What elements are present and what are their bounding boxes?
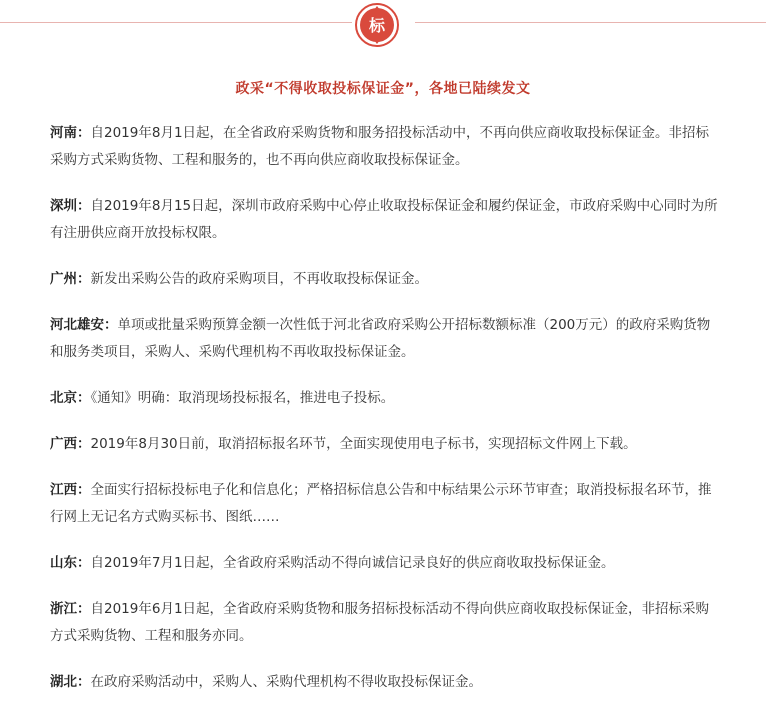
paragraph-text: 自2019年8月15日起，深圳市政府采购中心停止收取投标保证金和履约保证金，市政府采购中心同时为所有注册供应商开放投标权限。 [50,198,718,241]
paragraph [50,312,718,366]
paragraph [50,193,718,247]
region-label: 河北雄安： [50,317,118,333]
paragraph [50,385,718,412]
paragraph-text: 2019年8月30日前，取消招标报名环节，全面实现使用电子标书，实现招标文件网上下载。 [90,436,637,452]
paragraph [50,120,718,174]
logo-glyph: 标 [368,16,386,35]
paragraph-text: 全面实行招标投标电子化和信息化；严格招标信息公告和中标结果公示环节审查；取消投标报名环节，推行网上无记名方式购买标书、图纸…… [50,482,712,525]
page-title: 政采“不得收取投标保证金”，各地已陆续发文 [235,81,531,97]
paragraph [50,550,718,577]
region-label: 深圳： [50,198,91,214]
paragraph-text: 自2019年7月1日起，全省政府采购活动不得向诚信记录良好的供应商收取投标保证金。 [90,555,615,571]
header-logo-area [0,0,766,50]
content-paragraphs [50,120,718,715]
logo-badge-icon [354,2,400,48]
divider-line-left [0,22,352,23]
paragraph-text: 自2019年8月1日起，在全省政府采购货物和服务招投标活动中，不再向供应商收取投标保证金。非招标采购方式采购货物、工程和服务的，也不再向供应商收取投标保证金。 [50,125,710,168]
divider-line-right [415,22,766,23]
region-label: 湖北： [50,674,91,690]
paragraph-text: 新发出采购公告的政府采购项目，不再收取投标保证金。 [90,271,428,287]
paragraph [50,266,718,293]
region-label: 北京： [50,390,91,406]
paragraph [50,669,718,696]
paragraph [50,477,718,531]
paragraph-text: 《通知》明确：取消现场投标报名，推进电子投标。 [90,390,395,406]
region-label: 广州： [50,271,91,287]
region-label: 广西： [50,436,91,452]
paragraph [50,431,718,458]
paragraph-text: 单项或批量采购预算金额一次性低于河北省政府采购公开招标数额标准（200万元）的政府采购货物和服务类项目，采购人、采购代理机构不再收取投标保证金。 [50,317,711,360]
region-label: 浙江： [50,601,91,617]
paragraph-text: 自2019年6月1日起，全省政府采购货物和服务招标投标活动不得向供应商收取投标保证金，非招标采购方式采购货物、工程和服务亦同。 [50,601,710,644]
paragraph [50,596,718,650]
paragraph-text: 在政府采购活动中，采购人、采购代理机构不得收取投标保证金。 [90,674,482,690]
region-label: 山东： [50,555,91,571]
region-label: 河南： [50,125,91,141]
region-label: 江西： [50,482,91,498]
